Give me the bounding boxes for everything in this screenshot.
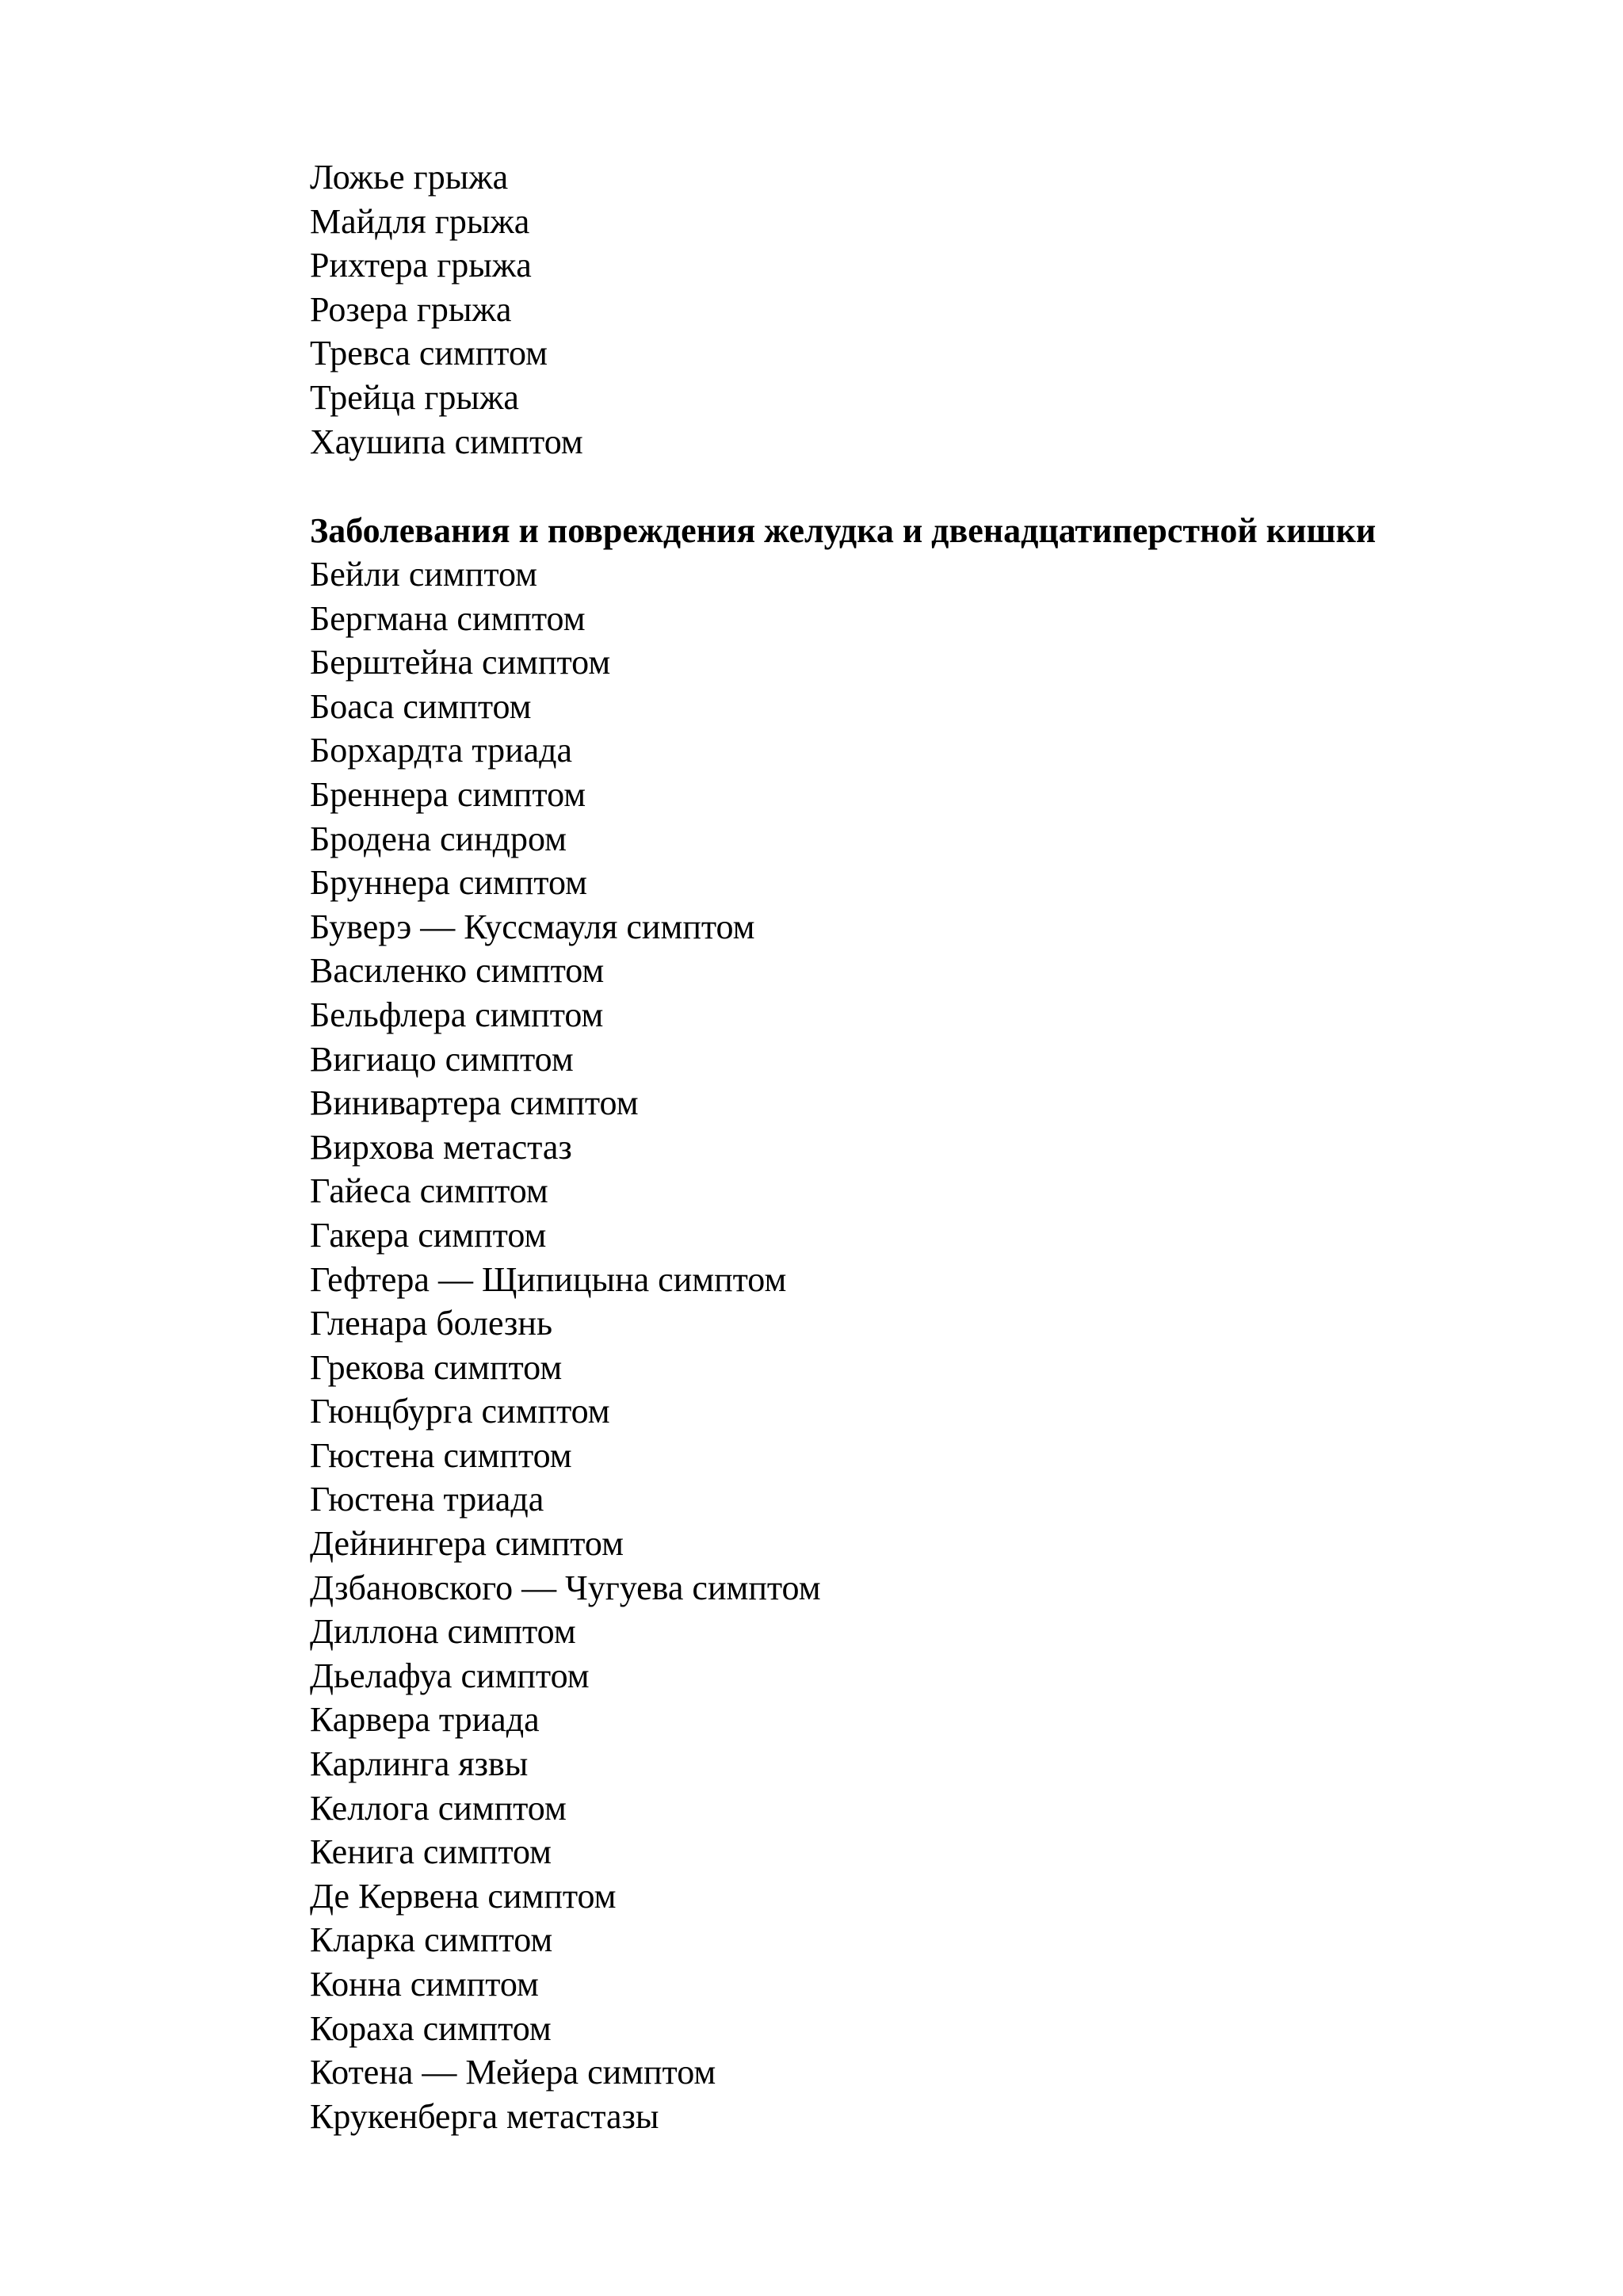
list-item: Бейли симптом	[310, 555, 537, 594]
list-item: Бергмана симптом	[310, 598, 586, 638]
list-item: Грекова симптом	[310, 1347, 563, 1387]
list-item: Ложье грыжа	[310, 158, 509, 197]
list-item: Де Кервена симптом	[310, 1876, 617, 1916]
list-item: Василенко симптом	[310, 951, 605, 991]
list-item: Карлинга язвы	[310, 1744, 529, 1784]
list-item: Бруннера симптом	[310, 863, 587, 903]
list-item: Гленара болезнь	[310, 1304, 553, 1343]
list-item: Диллона симптом	[310, 1612, 576, 1652]
list-item: Карвера триада	[310, 1700, 540, 1740]
list-item: Дзбановского — Чугуева симптом	[310, 1568, 821, 1607]
list-item: Вигиацо симптом	[310, 1039, 574, 1079]
list-item: Гайеса симптом	[310, 1171, 548, 1211]
list-item: Кенига симптом	[310, 1832, 552, 1872]
list-item: Крукенберга метастазы	[310, 2096, 659, 2136]
list-item: Винивартера симптом	[310, 1083, 639, 1123]
list-item: Боаса симптом	[310, 686, 532, 726]
list-item: Розера грыжа	[310, 289, 512, 329]
list-item: Гюстена триада	[310, 1480, 544, 1519]
list-item: Вирхова метастаз	[310, 1127, 572, 1167]
list-item: Гакера симптом	[310, 1215, 547, 1255]
list-item: Бродена синдром	[310, 819, 567, 858]
list-item: Рихтера грыжа	[310, 246, 532, 285]
list-item: Гюнцбурга симптом	[310, 1392, 610, 1431]
list-item: Котена — Мейера симптом	[310, 2053, 716, 2092]
list-item: Майдля грыжа	[310, 201, 530, 241]
list-item: Буверэ — Куссмауля симптом	[310, 907, 755, 946]
list-item: Хаушипа симптом	[310, 422, 583, 461]
list-item: Борхардта триада	[310, 731, 573, 770]
eponym-list-hernias	[310, 155, 583, 464]
section-heading: Заболевания и повреждения желудка и двенадцатиперстной кишки	[310, 511, 1377, 550]
list-item: Келлога симптом	[310, 1788, 567, 1828]
list-item: Кларка симптом	[310, 1920, 553, 1960]
list-item: Бреннера симптом	[310, 774, 586, 814]
list-item: Гефтера — Щипицына симптом	[310, 1259, 787, 1299]
list-item: Бельфлера симптом	[310, 995, 604, 1034]
list-item: Гюстена симптом	[310, 1435, 572, 1475]
list-item: Дейнингера симптом	[310, 1524, 624, 1564]
list-item: Тревса симптом	[310, 334, 548, 373]
list-item: Берштейна симптом	[310, 643, 611, 682]
list-item: Дьелафуа симптом	[310, 1656, 590, 1695]
eponym-list-stomach-duodenum	[310, 552, 821, 2138]
list-item: Конна симптом	[310, 1965, 539, 2004]
list-item: Трейца грыжа	[310, 377, 519, 417]
list-item: Кораха симптом	[310, 2008, 552, 2048]
